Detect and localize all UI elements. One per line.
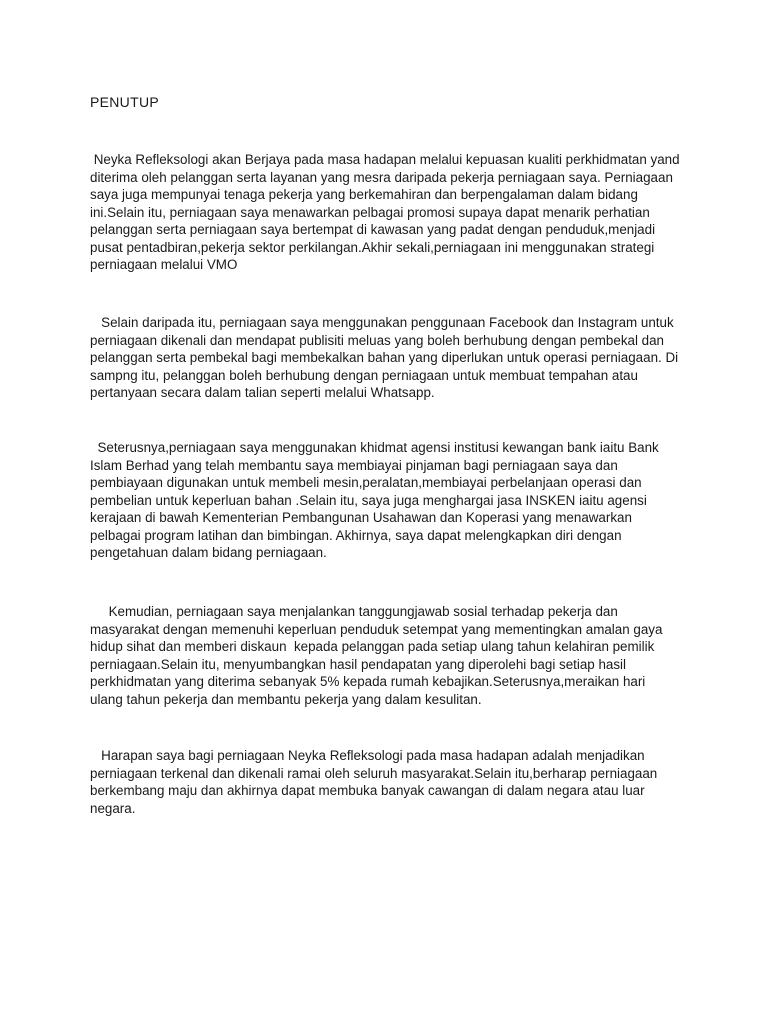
- paragraph-2: Selain daripada itu, perniagaan saya menggunakan penggunaan Facebook dan Instagram untuk perniagaan dikenali dan mendapat publisiti meluas yang boleh berhubung dengan pembekal dan pelanggan serta pembekal bagi membekalkan bahan yang diperlukan untuk operasi perniagaan. Di sampng itu, pelanggan boleh berhubung dengan perniagaan untuk membuat tempahan atau pertanyaan secara dalam talian seperti melalui Whatsapp.: [90, 315, 682, 400]
- paragraph-4: Kemudian, perniagaan saya menjalankan tanggungjawab sosial terhadap pekerja dan masyarakat dengan memenuhi keperluan penduduk setempat yang mementingkan amalan gaya hidup sihat dan memberi diskaun kepada pelanggan pada setiap ulang tahun kelahiran pemilik perniagaan.Selain itu, menyumbangkan hasil pendapatan yang diperolehi bagi setiap hasil perkhidmatan yang diterima sebanyak 5% kepada rumah kebajikan.Seterusnya,meraikan hari ulang tahun pekerja dan membantu pekerja yang dalam kesulitan.: [90, 604, 667, 707]
- paragraph-3: Seterusnya,perniagaan saya menggunakan khidmat agensi institusi kewangan bank iaitu Bank Islam Berhad yang telah membantu saya membiayai pinjaman bagi perniagaan saya dan pembiayaan digunakan untuk membeli mesin,peralatan,membiayai perbelanjaan operasi dan pembelian untuk keperluan bahan .Selain itu, saya juga menghargai jasa INSKEN iaitu agensi kerajaan di bawah Kementerian Pembangunan Usahawan dan Koperasi yang menawarkan pelbagai program latihan dan bimbingan. Akhirnya, saya dapat melengkapkan diri dengan pengetahuan dalam bidang perniagaan.: [90, 440, 663, 560]
- paragraph-1: Neyka Refleksologi akan Berjaya pada masa hadapan melalui kepuasan kualiti perkhidmatan yand diterima oleh pelanggan serta layanan yang mesra daripada pekerja perniagaan saya. Perniagaan saya juga mempunyai tenaga pekerja yang berkemahiran dan berpengalaman dalam bidang ini.Selain itu, perniagaan saya menawarkan pelbagai promosi supaya dapat menarik perhatian pelanggan serta perniagaan saya bertempat di kawasan yang padat dengan penduduk,menjadi pusat pentadbiran,pekerja sektor perkilangan.Akhir sekali,perniagaan ini menggunakan strategi perniagaan melalui VMO: [90, 152, 684, 272]
- paragraph-5: Harapan saya bagi perniagaan Neyka Refleksologi pada masa hadapan adalah menjadikan perniagaan terkenal dan dikenali ramai oleh seluruh masyarakat.Selain itu,berharap perniagaan berkembang maju dan akhirnya dapat membuka banyak cawangan di dalam negara atau luar negara.: [90, 748, 661, 816]
- document-title: PENUTUP: [90, 94, 159, 110]
